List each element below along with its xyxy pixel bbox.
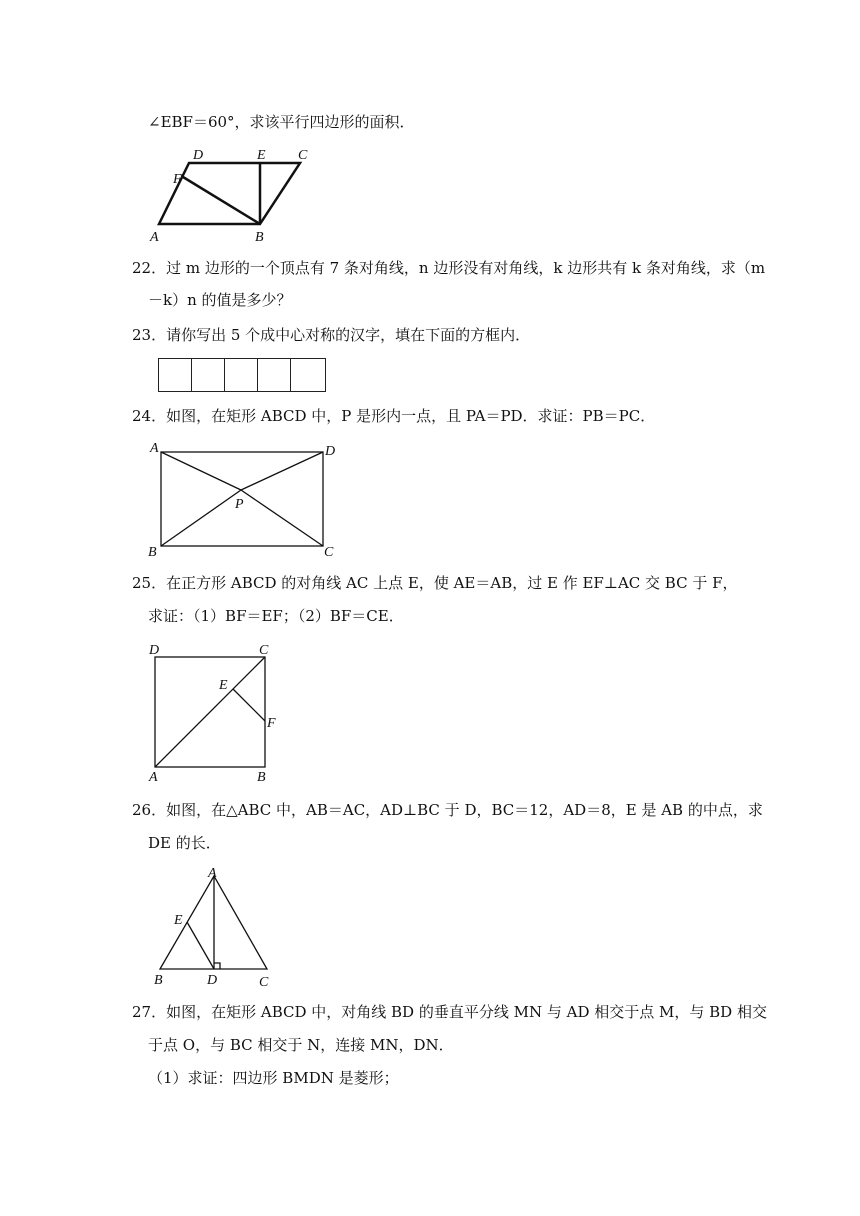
answer-boxes	[158, 358, 326, 392]
label-E: E	[174, 913, 183, 928]
label-F: F	[267, 716, 276, 731]
answer-box[interactable]	[192, 359, 225, 391]
problem-24-line-1: 24．如图，在矩形 ABCD 中，P 是形内一点，且 PA＝PD．求证：PB＝PC．	[132, 407, 656, 425]
problem-21-continuation: ∠EBF＝60°，求该平行四边形的面积．	[148, 113, 415, 131]
label-D: D	[193, 148, 204, 163]
label-E: E	[219, 678, 228, 693]
label-P: P	[235, 497, 244, 512]
label-A: A	[150, 230, 159, 245]
problem-27-line-3: （1）求证：四边形 BMDN 是菱形；	[148, 1069, 399, 1087]
problem-22-line-1: 22．过 m 边形的一个顶点有 7 条对角线，n 边形没有对角线，k 边形共有 k 条对角线，求（m	[132, 259, 766, 277]
label-C: C	[259, 975, 269, 990]
label-D: D	[325, 444, 336, 459]
problem-26-line-1: 26．如图，在△ABC 中，AB＝AC，AD⊥BC 于 D，BC＝12，AD＝8，E 是 AB 的中点，求	[132, 801, 763, 819]
label-B: B	[148, 545, 157, 560]
square-diagonal-figure	[145, 638, 285, 784]
problem-27-line-1: 27．如图，在矩形 ABCD 中，对角线 BD 的垂直平分线 MN 与 AD 相交于点 M，与 BD 相交	[132, 1003, 767, 1021]
answer-box[interactable]	[258, 359, 291, 391]
answer-box[interactable]	[225, 359, 258, 391]
label-E: E	[257, 148, 266, 163]
problem-26-line-2: DE 的长．	[148, 834, 221, 852]
label-A: A	[149, 770, 158, 784]
label-C: C	[298, 148, 308, 163]
label-C: C	[259, 643, 269, 658]
isosceles-triangle-figure	[145, 862, 280, 992]
problem-25-line-2: 求证：（1）BF＝EF；（2）BF＝CE．	[148, 607, 404, 625]
label-B: B	[257, 770, 266, 784]
label-B: B	[255, 230, 264, 245]
answer-box[interactable]	[159, 359, 192, 391]
rectangle-point-figure	[145, 438, 345, 560]
label-D: D	[207, 973, 218, 988]
label-D: D	[149, 643, 160, 658]
label-F: F	[173, 172, 182, 187]
parallelogram-figure	[145, 142, 315, 246]
label-B: B	[154, 973, 163, 988]
label-A: A	[150, 441, 159, 456]
problem-27-line-2: 于点 O，与 BC 相交于 N，连接 MN，DN．	[148, 1036, 454, 1054]
label-A: A	[208, 866, 217, 881]
problem-23-line-1: 23．请你写出 5 个成中心对称的汉字，填在下面的方框内．	[132, 326, 531, 344]
answer-box[interactable]	[291, 359, 325, 391]
problem-22-line-2: －k）n 的值是多少？	[148, 291, 292, 309]
label-C: C	[324, 545, 334, 560]
problem-25-line-1: 25．在正方形 ABCD 的对角线 AC 上点 E，使 AE＝AB，过 E 作 EF⊥AC 交 BC 于 F，	[132, 574, 738, 592]
